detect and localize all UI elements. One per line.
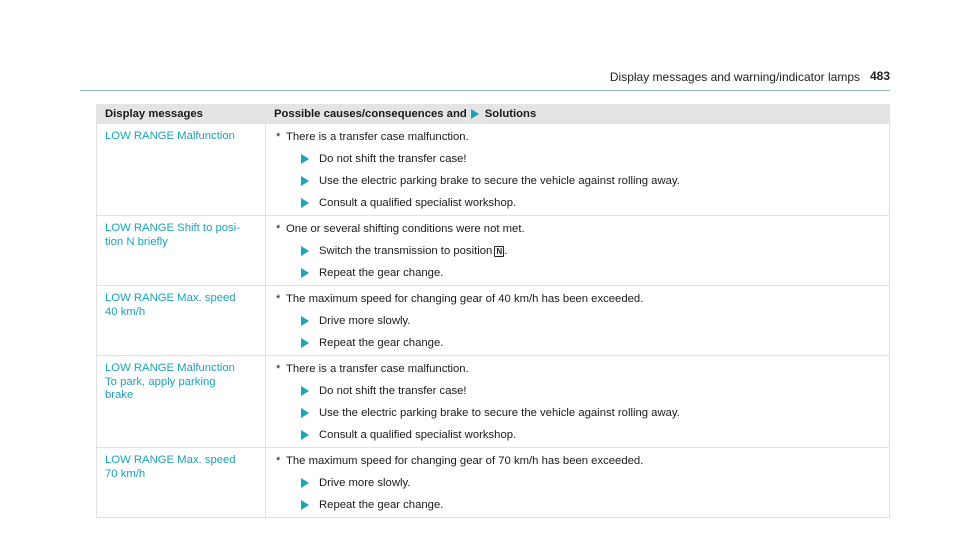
display-message [97,216,266,286]
display-message-line: LOW RANGE Max. speed [105,292,236,304]
solution-item [301,152,881,166]
causes-solutions-cell [266,356,890,448]
display-message [97,356,266,448]
arrow-right-icon [301,154,309,164]
table-row [97,448,890,518]
solution-text: Consult a qualified specialist workshop. [319,197,517,209]
table-row [97,124,890,216]
cause-text: The maximum speed for changing gear of 40 km/h has been exceeded. [286,293,644,305]
cause [274,222,881,236]
page-header [80,70,890,91]
solution-text: Repeat the gear change. [319,337,444,349]
solution-item [301,196,881,210]
solution-text: Drive more slowly. [319,315,411,327]
display-messages-table [96,104,890,518]
cause [274,362,881,376]
arrow-right-icon [301,430,309,440]
cause-text: One or several shifting conditions were not met. [286,223,525,235]
solution-text: Use the electric parking brake to secure the vehicle against rolling away. [319,175,680,187]
display-message-line: LOW RANGE Shift to posi- [105,222,240,234]
solution-item [301,476,881,490]
table-header-row [97,105,890,124]
causes-solutions-cell [266,448,890,518]
solution-item [301,266,881,280]
arrow-right-icon [301,500,309,510]
solution-text: Drive more slowly. [319,477,411,489]
arrow-right-icon [301,268,309,278]
cause [274,292,881,306]
solution-item [301,336,881,350]
solution-item [301,406,881,420]
solution-text: Repeat the gear change. [319,499,444,511]
table-row [97,286,890,356]
column-header-causes-label: Possible causes/consequences and [274,108,467,120]
solution-text: Switch the transmission to position [319,245,493,257]
display-message [97,286,266,356]
display-message-line: tion N briefly [105,235,168,248]
column-header-solutions-label: Solutions [484,108,537,120]
solution-item [301,174,881,188]
solution-item [301,314,881,328]
table-row [97,356,890,448]
solution-item: Switch the transmission to position N . [301,244,881,258]
header-title: Display messages and warning/indicator lamps [609,70,860,84]
arrow-right-icon [301,386,309,396]
display-message-line: 40 km/h [105,305,146,318]
arrow-right-icon [301,408,309,418]
page-number: 483 [869,69,890,83]
arrow-right-icon [301,478,309,488]
arrow-right-icon [301,246,309,256]
display-message-line: LOW RANGE Max. speed [105,454,236,466]
arrow-right-icon [471,109,479,119]
column-header-causes-solutions [266,105,890,124]
display-message-line: 70 km/h [105,467,146,480]
arrow-right-icon [301,338,309,348]
causes-solutions-cell [266,124,890,216]
solution-text: Use the electric parking brake to secure the vehicle against rolling away. [319,407,680,419]
cause-marker: * [276,363,281,375]
cause-marker: * [276,293,281,305]
table-row [97,216,890,286]
cause-marker: * [276,223,281,235]
solution-text: Do not shift the transfer case! [319,385,467,397]
cause-marker: * [276,131,281,143]
cause [274,130,881,144]
causes-solutions-cell [266,286,890,356]
arrow-right-icon [301,176,309,186]
display-message-line: LOW RANGE Malfunction [105,130,235,142]
causes-solutions-cell [266,216,890,286]
solution-item [301,498,881,512]
display-message [97,124,266,216]
cause-marker: * [276,455,281,467]
cause-text: There is a transfer case malfunction. [286,131,469,143]
cause-text: There is a transfer case malfunction. [286,363,469,375]
solution-text: Do not shift the transfer case! [319,153,467,165]
solution-item [301,384,881,398]
solution-item [301,428,881,442]
solution-text: Consult a qualified specialist workshop. [319,429,517,441]
display-message-line: LOW RANGE Malfunction [105,362,235,374]
column-header-display-messages: Display messages [97,105,266,124]
display-message [97,448,266,518]
display-message-line: To park, apply parking [105,375,216,388]
display-message-line: brake [105,389,134,401]
arrow-right-icon [301,198,309,208]
solution-text: Repeat the gear change. [319,267,444,279]
arrow-right-icon [301,316,309,326]
cause [274,454,881,468]
cause-text: The maximum speed for changing gear of 70 km/h has been exceeded. [286,455,644,467]
transmission-position-n-icon: N [496,246,503,256]
